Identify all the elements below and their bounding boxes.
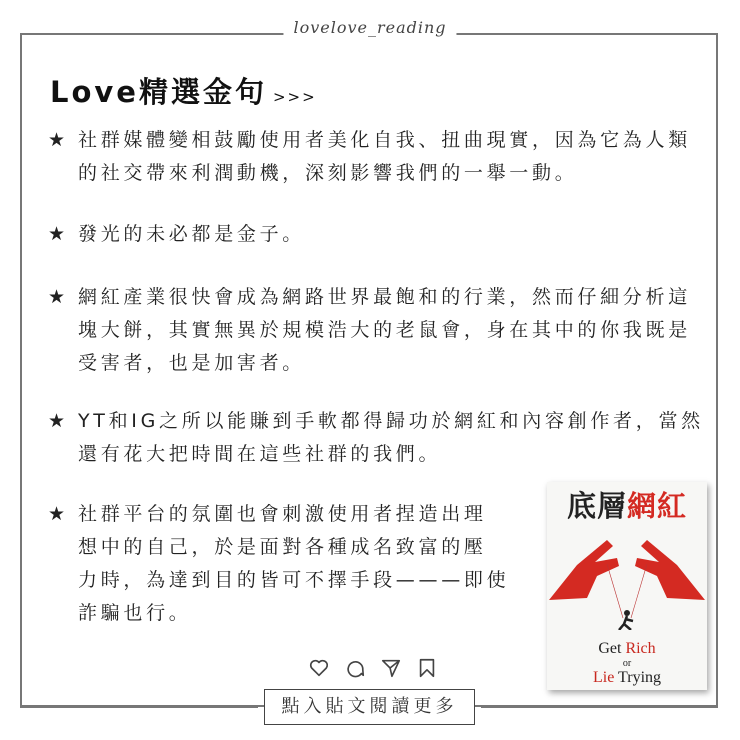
quote-line: 社群平台的氛圍也會刺激使用者捏造出理	[78, 503, 487, 525]
quote-line: 社群媒體變相鼓勵使用者美化自我、扭曲現實，因為它為人類	[78, 129, 691, 151]
puppet-hands-illustration	[547, 520, 707, 630]
title-arrows: >>>	[272, 88, 317, 106]
book-en-get: Get	[598, 640, 622, 657]
quote-line: YT和IG之所以能賺到手軟都得歸功於網紅和內容創作者，當然	[78, 410, 704, 432]
send-icon[interactable]	[380, 657, 402, 679]
book-title	[547, 484, 707, 525]
quote-line: 網紅產業很快會成為網路世界最飽和的行業，然而仔細分析這	[78, 286, 691, 308]
star-icon: ★	[48, 410, 69, 432]
title-text: Love精選金句	[50, 75, 267, 109]
book-en-lie: Lie	[592, 669, 615, 686]
quote-line: 發光的未必都是金子。	[78, 223, 306, 245]
star-icon: ★	[48, 129, 69, 151]
page-title	[50, 70, 317, 111]
book-en-rich: Rich	[625, 640, 656, 657]
quote-item	[48, 124, 691, 190]
book-title-black: 底層	[566, 489, 627, 523]
book-title-red: 網紅	[627, 489, 688, 523]
quote-line: 還有花大把時間在這些社群的我們。	[78, 443, 442, 465]
quote-line: 想中的自己，於是面對各種成名致富的壓	[78, 536, 487, 558]
quote-item	[48, 498, 509, 630]
account-handle: lovelove_reading	[283, 18, 456, 37]
comment-icon[interactable]	[344, 657, 366, 679]
quote-item	[48, 405, 704, 471]
book-en-line2	[547, 669, 707, 687]
quote-item	[48, 218, 305, 251]
quote-line: 受害者，也是加害者。	[78, 352, 306, 374]
read-more-button[interactable]: 點入貼文閱讀更多	[264, 689, 475, 725]
quote-line: 的社交帶來利潤動機，深刻影響我們的一舉一動。	[78, 162, 578, 184]
book-en-or: or	[622, 658, 632, 669]
quote-item	[48, 281, 691, 380]
star-icon: ★	[48, 223, 69, 245]
star-icon: ★	[48, 503, 69, 525]
quote-line: 力時，為達到目的皆可不擇手段———即使	[78, 569, 510, 591]
book-cover	[547, 482, 707, 690]
bookmark-icon[interactable]	[416, 657, 438, 679]
action-icons	[308, 657, 438, 679]
book-en-line1	[547, 640, 707, 658]
footer-divider	[481, 706, 718, 708]
book-en-trying: Trying	[618, 669, 662, 686]
heart-icon[interactable]	[308, 657, 330, 679]
footer-divider	[20, 706, 258, 708]
quote-line: 詐騙也行。	[78, 602, 192, 624]
quote-line: 塊大餅，其實無異於規模浩大的老鼠會，身在其中的你我既是	[78, 319, 691, 341]
star-icon: ★	[48, 286, 69, 308]
